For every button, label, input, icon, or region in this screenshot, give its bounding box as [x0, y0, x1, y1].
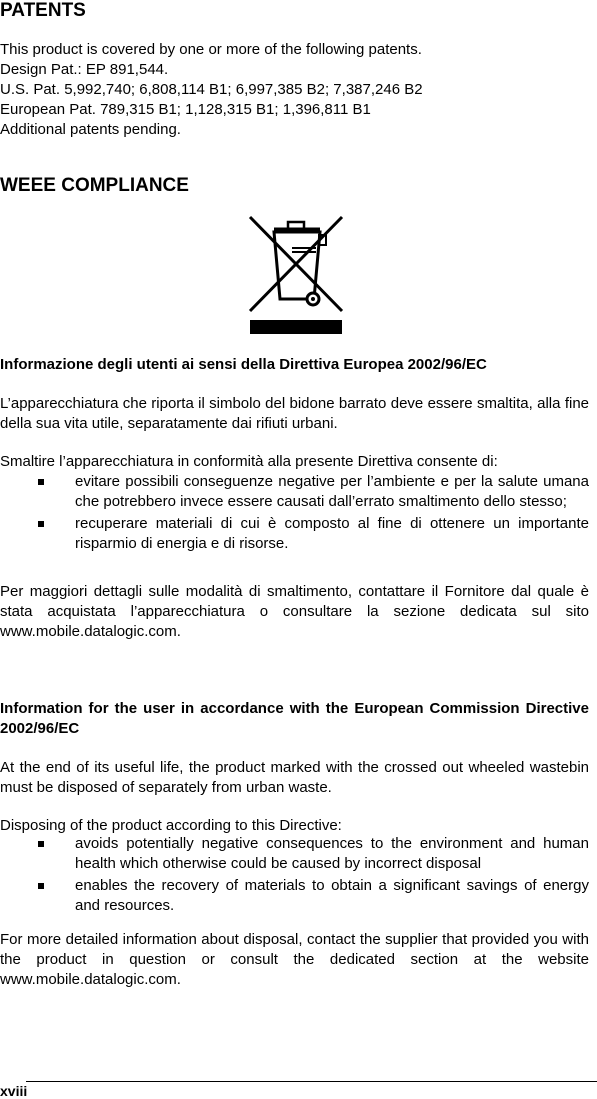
bullet-icon	[38, 883, 44, 889]
footer-divider	[26, 1081, 597, 1082]
patents-text	[0, 40, 423, 140]
list-item	[0, 514, 589, 554]
list-item-text: recuperare materiali di cui è composto al fine di ottenere un importante risparmio di energia e di risorse.	[75, 515, 589, 552]
english-bullet-list	[0, 834, 589, 918]
patents-line: This product is covered by one or more of the following patents.	[0, 41, 422, 58]
italian-paragraph: L’apparecchiatura che riporta il simbolo del bidone barrato deve essere smaltita, alla fine della sua vita utile, separatamente dai rifiuti urbani.	[0, 395, 589, 432]
bullet-icon	[38, 479, 44, 485]
list-item-text: evitare possibili conseguenze negative per l’ambiente e per la salute umana che potrebbero invece essere causati dall’errato smaltimento dello stesso;	[75, 473, 589, 510]
english-intro: Disposing of the product according to this Directive:	[0, 817, 342, 834]
english-heading: Information for the user in accordance with the European Commission Directive 2002/96/EC	[0, 700, 589, 737]
patents-line: Design Pat.: EP 891,544.	[0, 61, 169, 78]
list-item	[0, 876, 589, 916]
italian-paragraph: Per maggiori dettagli sulle modalità di smaltimento, contattare il Fornitore dal quale è stata acquistata l’apparecchiatura o consultare la sezione dedicata sul sito www.mobile.datalogic.com.	[0, 583, 589, 640]
bullet-icon	[38, 521, 44, 527]
page-number: xviii	[0, 1083, 28, 1099]
patents-line: U.S. Pat. 5,992,740; 6,808,114 B1; 6,997,385 B2; 7,387,246 B2	[0, 81, 423, 98]
weee-title: WEEE COMPLIANCE	[0, 175, 189, 196]
italian-bullet-list	[0, 472, 589, 556]
italian-heading: Informazione degli utenti ai sensi della Direttiva Europea 2002/96/EC	[0, 356, 487, 373]
patents-line: European Pat. 789,315 B1; 1,128,315 B1; 1,396,811 B1	[0, 101, 371, 118]
english-paragraph: For more detailed information about disposal, contact the supplier that provided you with the product in question or consult the dedicated section at the website www.mobile.datalogic.com.	[0, 931, 589, 988]
english-paragraph: At the end of its useful life, the product marked with the crossed out wheeled wastebin must be disposed of separately from urban waste.	[0, 759, 589, 796]
patents-line: Additional patents pending.	[0, 121, 181, 138]
list-item	[0, 834, 589, 874]
list-item	[0, 472, 589, 512]
patents-title: PATENTS	[0, 0, 86, 21]
crossed-out-wheeled-bin-icon	[246, 213, 346, 335]
bullet-icon	[38, 841, 44, 847]
list-item-text: enables the recovery of materials to obtain a significant savings of energy and resources.	[75, 877, 589, 914]
list-item-text: avoids potentially negative consequences to the environment and human health which otherwise could be caused by incorrect disposal	[75, 835, 589, 872]
italian-intro: Smaltire l’apparecchiatura in conformità alla presente Direttiva consente di:	[0, 453, 498, 470]
